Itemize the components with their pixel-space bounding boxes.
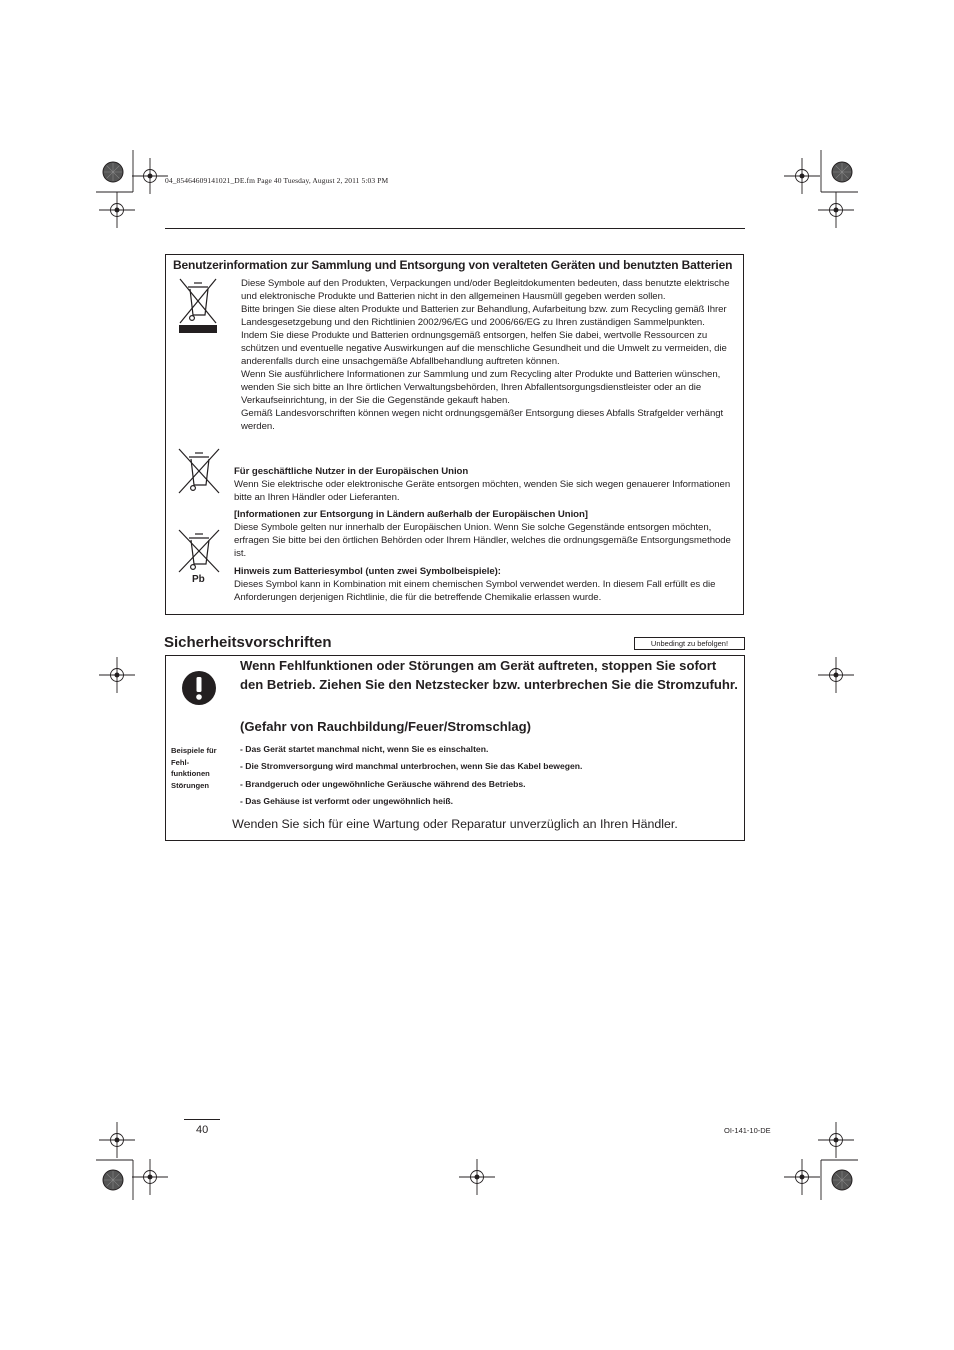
malfunction-warning: Wenn Fehlfunktionen oder Störungen am Gerät auftreten, stoppen Sie sofort den Betrieb. Ziehen Sie den Netzstecker bzw. unterbrechen Sie die Stromzufuhr.: [240, 658, 738, 692]
examples-label-line: funktionen: [171, 769, 210, 778]
pb-chemical-label: Pb: [192, 574, 205, 585]
non-eu-text: Diese Symbole gelten nur innerhalb der Europäischen Union. Wenn Sie solche Gegenstände entsorgen möchten, erfragen Sie bitte bei den örtlichen Behörden oder Ihrem Händler, welches die ordnungsgemäße Entsorgungsmethode ist.: [234, 522, 731, 559]
crossed-wheelie-bin-icon: [178, 277, 218, 335]
business-users-heading: Für geschäftliche Nutzer in der Europäischen Union: [234, 466, 469, 477]
examples-label-line: Fehl-: [171, 757, 190, 767]
document-code: OI-141-10-DE: [724, 1126, 771, 1135]
mandatory-badge: Unbedingt zu befolgen!: [634, 637, 745, 650]
file-info-header: 04_85464609141021_DE.fm Page 40 Tuesday, August 2, 2011 5:03 PM: [165, 176, 389, 185]
disposal-paragraph: Indem Sie diese Produkte und Batterien ordnungsgemäß entsorgen, helfen Sie dabei, wertvolle Ressourcen zu schützen und eventuelle negative Auswirkungen auf die menschliche Gesundheit und die Umwelt zu vermeiden, die anderenfalls durch eine unsachgemäße Abfallbehandlung auftreten können.: [241, 330, 727, 367]
page-number: 40: [196, 1124, 209, 1136]
examples-label-line: Störungen: [171, 780, 209, 790]
disposal-paragraph: Wenn Sie ausführlichere Informationen zur Sammlung und zum Recycling alter Produkte und Batterien wünschen, wenden Sie sich bitte an Ihre örtlichen Verwaltungsbehörden, Ihren Abfallentsorgungsdienstleister oder an die Verkaufseinrichtung, in der Sie die Gegenstände gekauft haben.: [241, 369, 721, 406]
crossed-wheelie-bin-icon: [177, 447, 221, 495]
battery-symbol-text: Dieses Symbol kann in Kombination mit einem chemischen Symbol verwendet werden. In diesem Fall erfüllt es die Anforderungen derjenigen Richtlinie, die für die betreffende Chemikalie erlassen wurde.: [234, 579, 716, 603]
disposal-general-text: [241, 277, 736, 433]
disposal-title: Benutzerinformation zur Sammlung und Entsorgung von veralteten Geräten und benutzten Batterien: [173, 258, 733, 272]
header-rule: [165, 228, 745, 229]
list-item: - Das Gehäuse ist verformt oder ungewöhnlich heiß.: [240, 796, 453, 807]
examples-label: [171, 745, 217, 791]
list-item: - Brandgeruch oder ungewöhnliche Geräusche während des Betriebs.: [240, 778, 526, 789]
hazard-note: (Gefahr von Rauchbildung/Feuer/Stromschlag): [240, 719, 532, 734]
non-eu-heading: [Informationen zur Entsorgung in Ländern außerhalb der Europäischen Union]: [234, 509, 588, 520]
business-users-text: Wenn Sie elektrische oder elektronische Geräte entsorgen möchten, wenden Sie sich wegen genauerer Informationen bitte an Ihren Händler oder Lieferanten.: [234, 479, 731, 503]
list-item: - Die Stromversorgung wird manchmal unterbrochen, wenn Sie das Kabel bewegen.: [240, 761, 583, 772]
page-number-rule: [184, 1119, 220, 1120]
safety-heading: Sicherheitsvorschriften: [164, 634, 332, 651]
list-item: - Das Gerät startet manchmal nicht, wenn Sie es einschalten.: [240, 744, 489, 754]
examples-label-line: Beispiele für: [171, 746, 217, 755]
disposal-paragraph: Bitte bringen Sie diese alten Produkte und Batterien zur Behandlung, Aufarbeitung bzw. zum Recycling gemäß Ihrer Landesgesetzgebung und den Richtlinien 2002/96/EG und 2006/66/EG zu Ihren zuständigen Sammelpunkten.: [241, 304, 727, 328]
disposal-paragraph: Diese Symbole auf den Produkten, Verpackungen und/oder Begleitdokumenten bedeuten, dass benutzte elektrische und elektronische Produkte und Batterien nicht in den allgemeinen Hausmüll gegeben werden sollen.: [241, 278, 730, 302]
disposal-paragraph: Gemäß Landesvorschriften können wegen nicht ordnungsgemäßer Entsorgung dieses Abfalls Strafgelder verhängt werden.: [241, 408, 724, 432]
crossed-wheelie-bin-icon: [177, 528, 221, 574]
battery-symbol-heading: Hinweis zum Batteriesymbol (unten zwei Symbolbeispiele):: [234, 566, 501, 577]
disposal-specific-text: [234, 465, 736, 604]
malfunction-examples-list: [240, 744, 582, 814]
contact-dealer-text: Wenden Sie sich für eine Wartung oder Reparatur unverzüglich an Ihren Händler.: [232, 817, 678, 831]
exclamation-icon: [181, 670, 217, 706]
